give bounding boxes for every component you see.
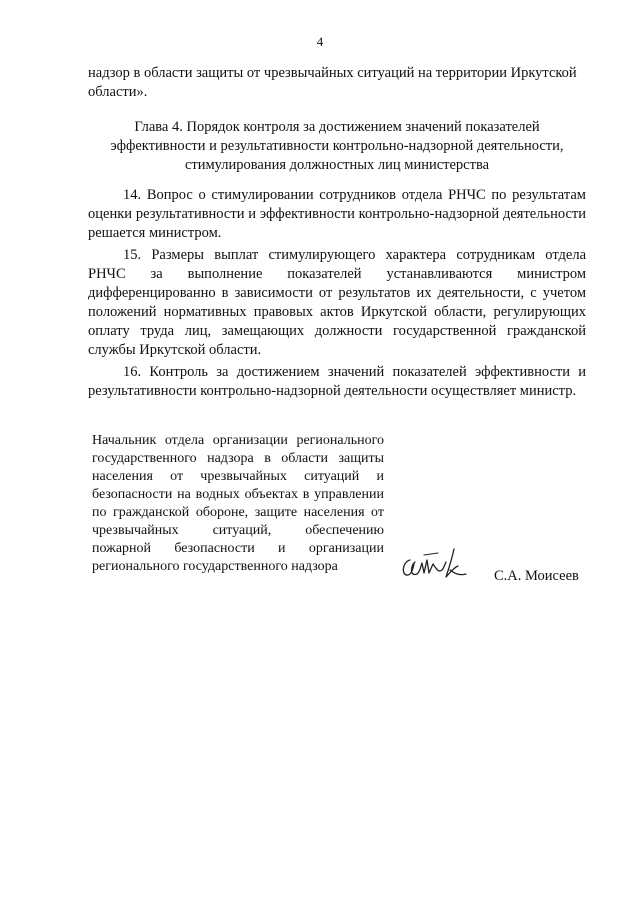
signatory-name: С.А. Моисеев — [494, 568, 579, 584]
paragraph-16: 16. Контроль за достижением значений показателей эффективности и результативности контрольно-надзорной деятельности осуществляет министр. — [88, 364, 586, 399]
paragraphs — [88, 186, 586, 404]
handwritten-signature-icon — [398, 546, 472, 580]
paragraph-15: 15. Размеры выплат стимулирующего характера сотрудникам отдела РНЧС за выполнение показателей устанавливаются министром дифференцированно в зависимости от результатов их деятельности, с учетом положений нормативных правовых актов Иркутской области, регулирующих оплату труда лиц, замещающих должности государственной гражданской службы Иркутской области. — [88, 247, 586, 358]
signatory-position: Начальник отдела организации регионального государственного надзора в области защиты населения от чрезвычайных ситуаций и безопасности на водных объектах в управлении по гражданской обороне, защите населения от чрезвычайных ситуаций, обеспечению пожарной безопасности и организации регионального государственного надзора — [92, 433, 384, 574]
chapter-title: Глава 4. Порядок контроля за достижением значений показателей эффективности и результативности контрольно-надзорной деятельности, стимулирования должностных лиц министерства — [110, 119, 564, 173]
continuation-text: надзор в области защиты от чрезвычайных ситуаций на территории Иркутской области». — [88, 65, 577, 100]
paragraph-14: 14. Вопрос о стимулировании сотрудников отдела РНЧС по результатам оценки результативности и эффективности контрольно-надзорной деятельности решается министром. — [88, 187, 586, 241]
page-number: 4 — [316, 34, 324, 49]
